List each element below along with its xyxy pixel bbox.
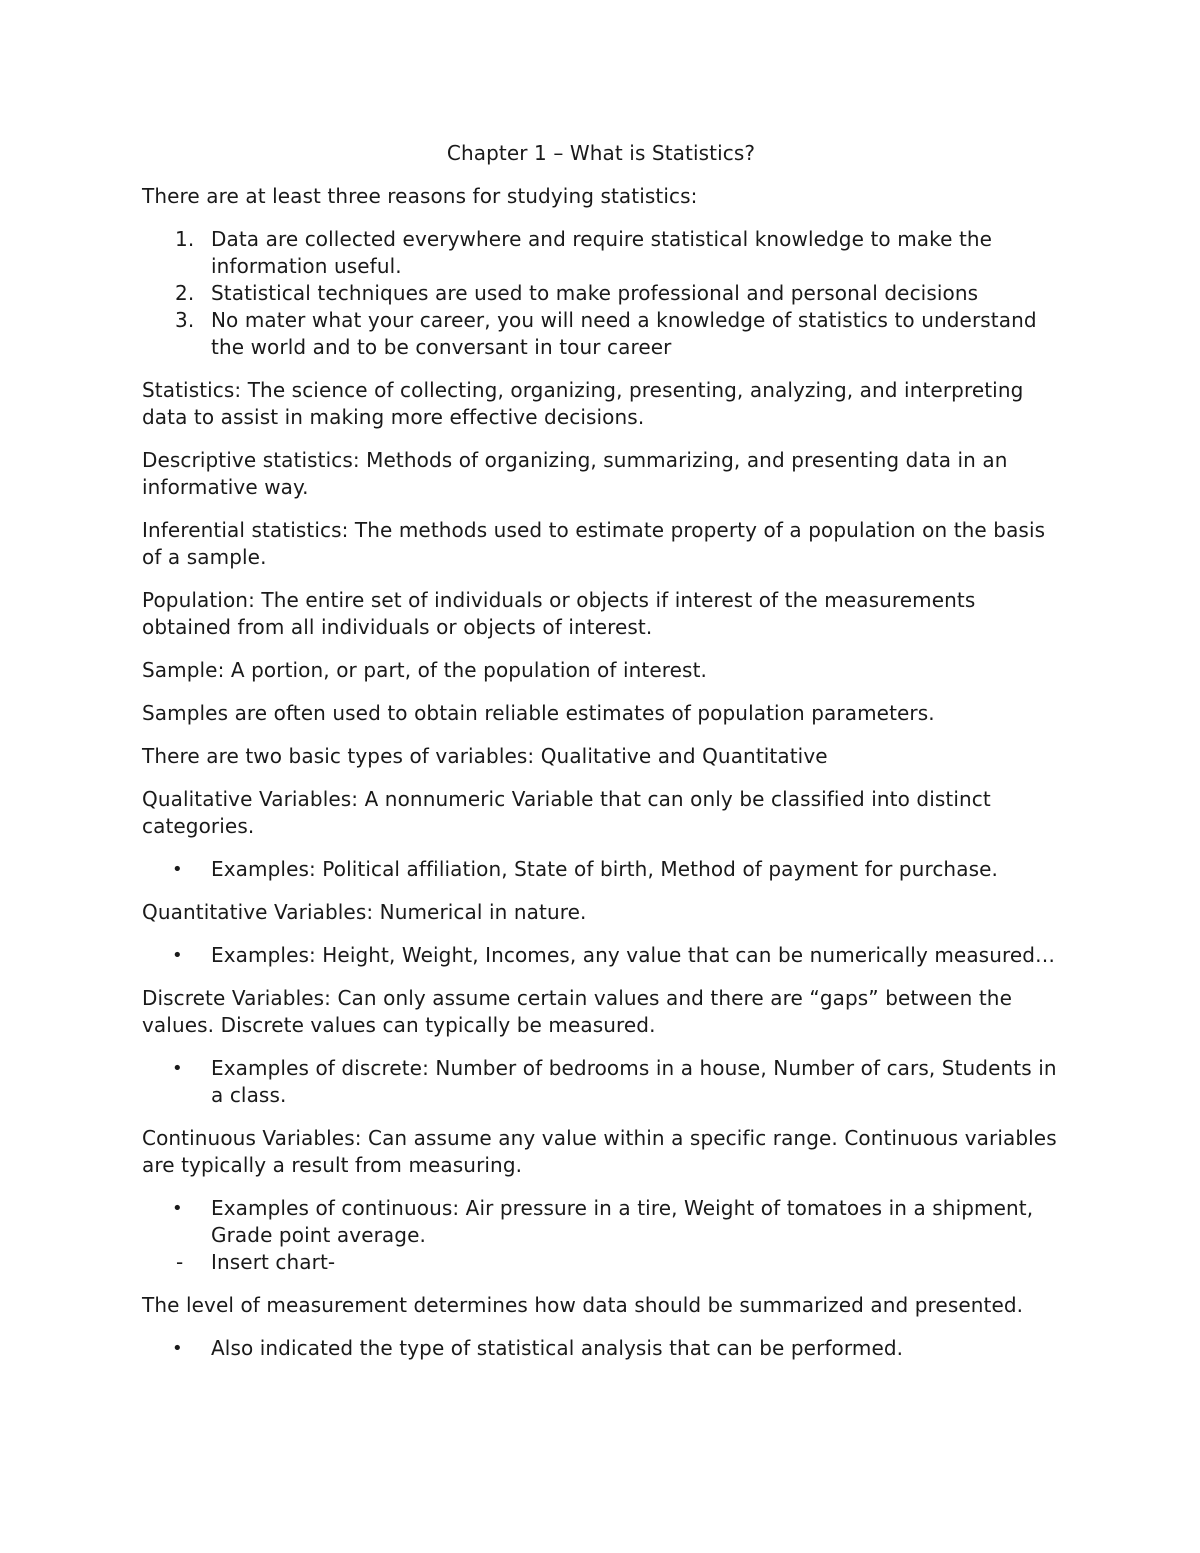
definition-quantitative: Quantitative Variables: Numerical in nature. [142,900,587,924]
definition-inferential: Inferential statistics: The methods used to estimate property of a population on the basis of a sample. [142,518,1046,569]
reasons-list [142,226,1060,361]
definition-qualitative: Qualitative Variables: A nonnumeric Variable that can only be classified into distinct categories. [142,787,991,838]
list-item [142,1195,1060,1249]
list-item [142,226,1060,280]
list-number: 3. [175,308,195,332]
list-number: 2. [175,281,195,305]
definition-population: Population: The entire set of individuals or objects if interest of the measurements obtained from all individuals or objects of interest. [142,588,976,639]
variable-types: There are two basic types of variables: Qualitative and Quantitative [142,744,828,768]
list-item-text: Examples of discrete: Number of bedrooms in a house, Number of cars, Students in a class. [211,1056,1057,1107]
bullet-icon: • [172,1198,183,1219]
list-item [142,942,1060,969]
definition-sample: Sample: A portion, or part, of the population of interest. [142,658,707,682]
dash-icon: - [176,1250,184,1274]
quantitative-examples-list [142,942,1060,969]
intro-paragraph: There are at least three reasons for studying statistics: [142,184,698,208]
list-item [142,856,1060,883]
level-measurement: The level of measurement determines how data should be summarized and presented. [142,1293,1024,1317]
definition-continuous: Continuous Variables: Can assume any value within a specific range. Continuous variables are typically a result from measuring. [142,1126,1057,1177]
list-item-text: Examples: Height, Weight, Incomes, any value that can be numerically measured… [211,943,1056,967]
samples-note: Samples are often used to obtain reliable estimates of population parameters. [142,701,935,725]
bullet-icon: • [172,945,183,966]
list-item [142,307,1060,361]
bullet-icon: • [172,859,183,880]
list-item-text: Data are collected everywhere and require statistical knowledge to make the information useful. [211,227,993,278]
list-item-text: Also indicated the type of statistical analysis that can be performed. [211,1336,904,1360]
bullet-icon: • [172,1338,183,1359]
list-item [142,280,1060,307]
level-notes-list [142,1335,1060,1362]
list-item-text: Statistical techniques are used to make professional and personal decisions [211,281,979,305]
bullet-icon: • [172,1058,183,1079]
list-item-text: Examples: Political affiliation, State of birth, Method of payment for purchase. [211,857,998,881]
document-page [142,140,1060,1378]
continuous-examples-list [142,1195,1060,1276]
list-item-text: Insert chart- [211,1250,336,1274]
list-item-text: Examples of continuous: Air pressure in a tire, Weight of tomatoes in a shipment, Grade point average. [211,1196,1034,1247]
list-item [142,1055,1060,1109]
list-item [142,1335,1060,1362]
list-item-text: No mater what your career, you will need a knowledge of statistics to understand the world and to be conversant in tour career [211,308,1037,359]
definition-descriptive: Descriptive statistics: Methods of organizing, summarizing, and presenting data in an informative way. [142,448,1008,499]
definition-discrete: Discrete Variables: Can only assume certain values and there are “gaps” between the values. Discrete values can typically be measured. [142,986,1012,1037]
list-number: 1. [175,227,195,251]
list-item [142,1249,1060,1276]
definition-statistics: Statistics: The science of collecting, organizing, presenting, analyzing, and interpreting data to assist in making more effective decisions. [142,378,1024,429]
page-title: Chapter 1 – What is Statistics? [446,141,756,165]
qualitative-examples-list [142,856,1060,883]
discrete-examples-list [142,1055,1060,1109]
